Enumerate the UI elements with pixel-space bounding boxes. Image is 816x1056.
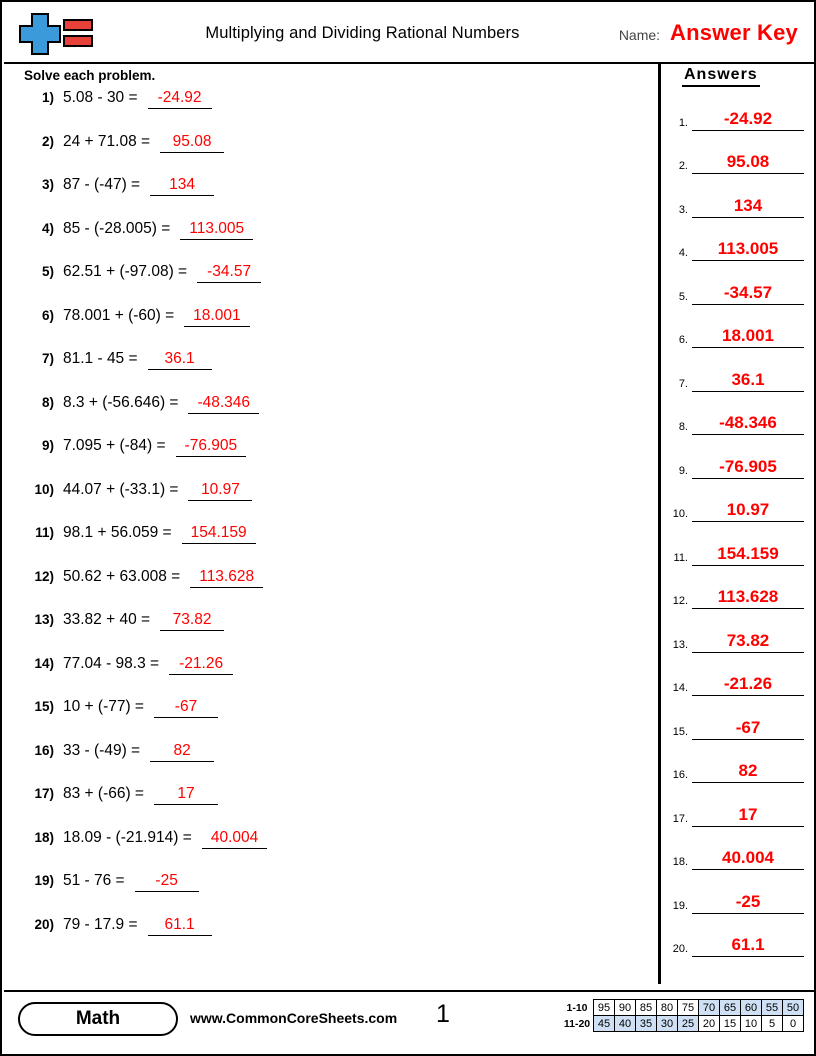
problems-list	[18, 89, 638, 959]
answer-number: 11.	[673, 551, 688, 564]
answer-row	[668, 696, 804, 740]
problem-number: 10)	[34, 481, 54, 497]
answers-list	[668, 87, 804, 957]
answer-row	[668, 609, 804, 653]
problem-answer-blank[interactable]: 73.82	[160, 611, 224, 631]
problem-expression: 44.07 + (-33.1) =	[63, 480, 179, 498]
problems-column	[18, 66, 638, 959]
score-cell[interactable]: 90	[614, 999, 636, 1016]
score-row-label: 1-10	[566, 1002, 588, 1014]
problem-number: 4)	[41, 220, 54, 236]
score-row-label: 11-20	[563, 1018, 591, 1030]
score-cell[interactable]: 45	[593, 1015, 615, 1032]
score-cell[interactable]: 30	[656, 1015, 678, 1032]
answer-row	[668, 392, 804, 436]
problem-row	[18, 611, 638, 655]
answer-number: 5.	[678, 290, 688, 303]
page-number: 1	[436, 1000, 450, 1028]
answer-row	[668, 218, 804, 262]
problem-expression: 10 + (-77) =	[63, 698, 144, 715]
answer-row	[668, 261, 804, 305]
problem-answer-blank[interactable]: 17	[154, 785, 218, 805]
problem-row	[18, 872, 638, 916]
problem-answer-blank[interactable]: 61.1	[148, 916, 212, 936]
answers-heading: Answers	[682, 66, 760, 87]
problem-row	[18, 481, 638, 525]
answer-value[interactable]: -21.26	[692, 674, 804, 696]
answer-number: 13.	[672, 638, 688, 651]
problem-number: 14)	[34, 655, 54, 671]
score-cell[interactable]: 50	[782, 999, 804, 1016]
problem-number: 12)	[34, 568, 54, 584]
answer-row	[668, 914, 804, 958]
page-footer	[4, 990, 816, 1052]
problem-number: 15)	[34, 699, 54, 714]
score-cell[interactable]: 0	[782, 1015, 804, 1032]
score-cell[interactable]: 20	[698, 1015, 720, 1032]
problem-expression: 77.04 - 98.3 =	[63, 654, 160, 672]
name-field-group	[619, 20, 798, 46]
answer-value[interactable]: -25	[692, 892, 804, 914]
problem-expression: 24 + 71.08 =	[63, 132, 151, 150]
answer-row	[668, 87, 804, 131]
answer-value[interactable]: -24.92	[692, 109, 804, 131]
problem-row	[18, 655, 638, 699]
answer-row	[668, 566, 804, 610]
answer-value[interactable]: -34.57	[692, 283, 804, 305]
problem-row	[18, 89, 638, 133]
problem-answer-blank[interactable]: 95.08	[160, 133, 224, 153]
answer-value[interactable]: 154.159	[692, 544, 804, 566]
problem-row	[18, 698, 638, 742]
score-cell[interactable]: 85	[635, 999, 657, 1016]
answer-number: 16.	[672, 769, 688, 781]
footer-divider	[4, 990, 816, 992]
answer-number: 6.	[678, 334, 688, 346]
answer-row	[668, 740, 804, 784]
score-cell[interactable]: 75	[677, 999, 699, 1016]
problem-number: 20)	[34, 916, 54, 932]
answer-number: 9.	[678, 464, 688, 477]
problem-answer-blank[interactable]: -48.346	[188, 394, 259, 414]
score-cell[interactable]: 25	[677, 1015, 699, 1032]
answer-value[interactable]: -76.905	[692, 457, 804, 479]
problem-row	[18, 742, 638, 786]
problem-number: 7)	[41, 351, 54, 366]
answer-value[interactable]: 61.1	[692, 935, 804, 957]
score-row	[560, 1016, 804, 1032]
score-cell[interactable]: 65	[719, 999, 741, 1016]
score-cell[interactable]: 60	[740, 999, 762, 1016]
problem-row	[18, 524, 638, 568]
score-cell[interactable]: 15	[719, 1015, 741, 1032]
answer-row	[668, 174, 804, 218]
problem-expression: 50.62 + 63.008 =	[63, 567, 181, 585]
page-header	[4, 4, 816, 62]
problem-row	[18, 916, 638, 960]
problem-answer-blank[interactable]: -24.92	[148, 89, 212, 109]
problem-row	[18, 785, 638, 829]
score-cell[interactable]: 35	[635, 1015, 657, 1032]
answer-number: 8.	[678, 421, 688, 433]
score-cell[interactable]: 5	[761, 1015, 783, 1032]
problem-answer-blank[interactable]: 154.159	[182, 524, 256, 544]
problem-expression: 87 - (-47) =	[63, 176, 141, 193]
problem-number: 5)	[41, 264, 54, 279]
answer-value[interactable]: 95.08	[692, 152, 804, 174]
answer-value[interactable]: 40.004	[692, 848, 804, 870]
problem-expression: 18.09 - (-21.914) =	[63, 828, 192, 846]
answer-number: 2.	[678, 160, 688, 172]
answer-number: 7.	[678, 377, 688, 390]
problem-expression: 8.3 + (-56.646) =	[63, 393, 179, 411]
answer-value[interactable]: 113.005	[692, 239, 804, 261]
problem-expression: 79 - 17.9 =	[63, 915, 138, 933]
answer-row	[668, 827, 804, 871]
problem-expression: 51 - 76 =	[63, 872, 125, 889]
problem-answer-blank[interactable]: 134	[150, 176, 214, 196]
score-row	[560, 1000, 804, 1016]
answer-number: 18.	[672, 856, 688, 868]
score-cell[interactable]: 70	[698, 999, 720, 1016]
answer-value[interactable]: 17	[692, 805, 804, 827]
problem-number: 9)	[41, 438, 54, 453]
answer-number: 10.	[672, 508, 688, 520]
page-title: Multiplying and Dividing Rational Numbers	[205, 23, 520, 42]
problem-number: 19)	[34, 873, 54, 888]
score-cell[interactable]: 40	[614, 1015, 636, 1032]
answer-value[interactable]: 113.628	[692, 587, 804, 609]
plus-math-logo-icon	[18, 10, 96, 56]
answer-value[interactable]: -67	[692, 718, 804, 740]
score-cell[interactable]: 95	[593, 999, 615, 1016]
answer-number: 12.	[672, 595, 688, 607]
website-link[interactable]: www.CommonCoreSheets.com	[190, 1010, 398, 1026]
answer-key-label: Answer Key	[670, 20, 798, 45]
problem-expression: 62.51 + (-97.08) =	[63, 263, 188, 280]
answer-number: 20.	[672, 943, 688, 955]
problem-answer-blank[interactable]: 36.1	[148, 350, 212, 370]
problem-row	[18, 307, 638, 351]
answer-value[interactable]: 82	[692, 761, 804, 783]
problem-number: 1)	[41, 90, 54, 105]
answer-value[interactable]: -48.346	[692, 413, 804, 435]
answer-row	[668, 870, 804, 914]
problem-answer-blank[interactable]: -67	[154, 698, 218, 718]
answer-value[interactable]: 36.1	[692, 370, 804, 392]
answer-row	[668, 783, 804, 827]
answer-number: 14.	[672, 682, 688, 694]
problem-answer-blank[interactable]: 113.005	[180, 220, 253, 240]
problem-expression: 85 - (-28.005) =	[63, 219, 171, 237]
problem-answer-blank[interactable]: 113.628	[190, 568, 263, 588]
answer-value[interactable]: 73.82	[692, 631, 804, 653]
score-table	[560, 1000, 804, 1032]
answer-number: 15.	[672, 725, 688, 738]
answer-number: 19.	[672, 899, 688, 912]
problem-number: 11)	[35, 525, 54, 540]
problem-answer-blank[interactable]: -25	[135, 872, 199, 892]
answer-number: 1.	[678, 116, 688, 129]
problem-answer-blank[interactable]: 40.004	[202, 829, 267, 849]
problem-number: 8)	[41, 394, 54, 410]
name-label: Name:	[618, 27, 661, 43]
problem-number: 18)	[34, 829, 54, 845]
problem-expression: 5.08 - 30 =	[63, 89, 138, 106]
problem-number: 16)	[34, 742, 54, 758]
problem-answer-blank[interactable]: -21.26	[169, 655, 233, 675]
subject-badge: Math	[18, 1002, 178, 1036]
problem-row	[18, 394, 638, 438]
answer-value[interactable]: 18.001	[692, 326, 804, 348]
answer-row	[668, 348, 804, 392]
answer-row	[668, 305, 804, 349]
problem-number: 3)	[41, 177, 54, 192]
problem-row	[18, 176, 638, 220]
problem-answer-blank[interactable]: 82	[150, 742, 214, 762]
problem-number: 17)	[34, 786, 54, 801]
problem-number: 13)	[34, 612, 54, 627]
score-cell[interactable]: 10	[740, 1015, 762, 1032]
answer-row	[668, 653, 804, 697]
problem-row	[18, 220, 638, 264]
problem-expression: 81.1 - 45 =	[63, 350, 138, 367]
problem-expression: 33 - (-49) =	[63, 741, 141, 759]
problem-answer-blank[interactable]: -34.57	[197, 263, 261, 283]
problem-row	[18, 133, 638, 177]
problem-answer-blank[interactable]: 18.001	[184, 307, 249, 327]
score-cell[interactable]: 55	[761, 999, 783, 1016]
answer-number: 4.	[678, 247, 688, 259]
problem-row	[18, 568, 638, 612]
column-divider	[658, 64, 661, 984]
problem-answer-blank[interactable]: 10.97	[188, 481, 252, 501]
answer-value[interactable]: 134	[692, 196, 804, 218]
problem-expression: 33.82 + 40 =	[63, 611, 151, 628]
problem-answer-blank[interactable]: -76.905	[176, 437, 247, 457]
answer-row	[668, 522, 804, 566]
problem-expression: 83 + (-66) =	[63, 785, 144, 802]
problem-expression: 78.001 + (-60) =	[63, 306, 175, 324]
problem-row	[18, 829, 638, 873]
problem-expression: 98.1 + 56.059 =	[63, 524, 172, 541]
instructions-text: Solve each problem.	[24, 68, 156, 83]
answer-row	[668, 131, 804, 175]
header-divider	[4, 62, 816, 64]
problem-row	[18, 263, 638, 307]
problem-row	[18, 350, 638, 394]
problem-number: 2)	[41, 133, 54, 149]
answer-row	[668, 435, 804, 479]
answer-row	[668, 479, 804, 523]
problem-row	[18, 437, 638, 481]
answer-number: 3.	[678, 203, 688, 216]
score-cell[interactable]: 80	[656, 999, 678, 1016]
answer-value[interactable]: 10.97	[692, 500, 804, 522]
problem-number: 6)	[41, 307, 54, 323]
answers-column	[668, 66, 804, 957]
problem-expression: 7.095 + (-84) =	[63, 437, 166, 454]
answer-number: 17.	[672, 812, 688, 825]
